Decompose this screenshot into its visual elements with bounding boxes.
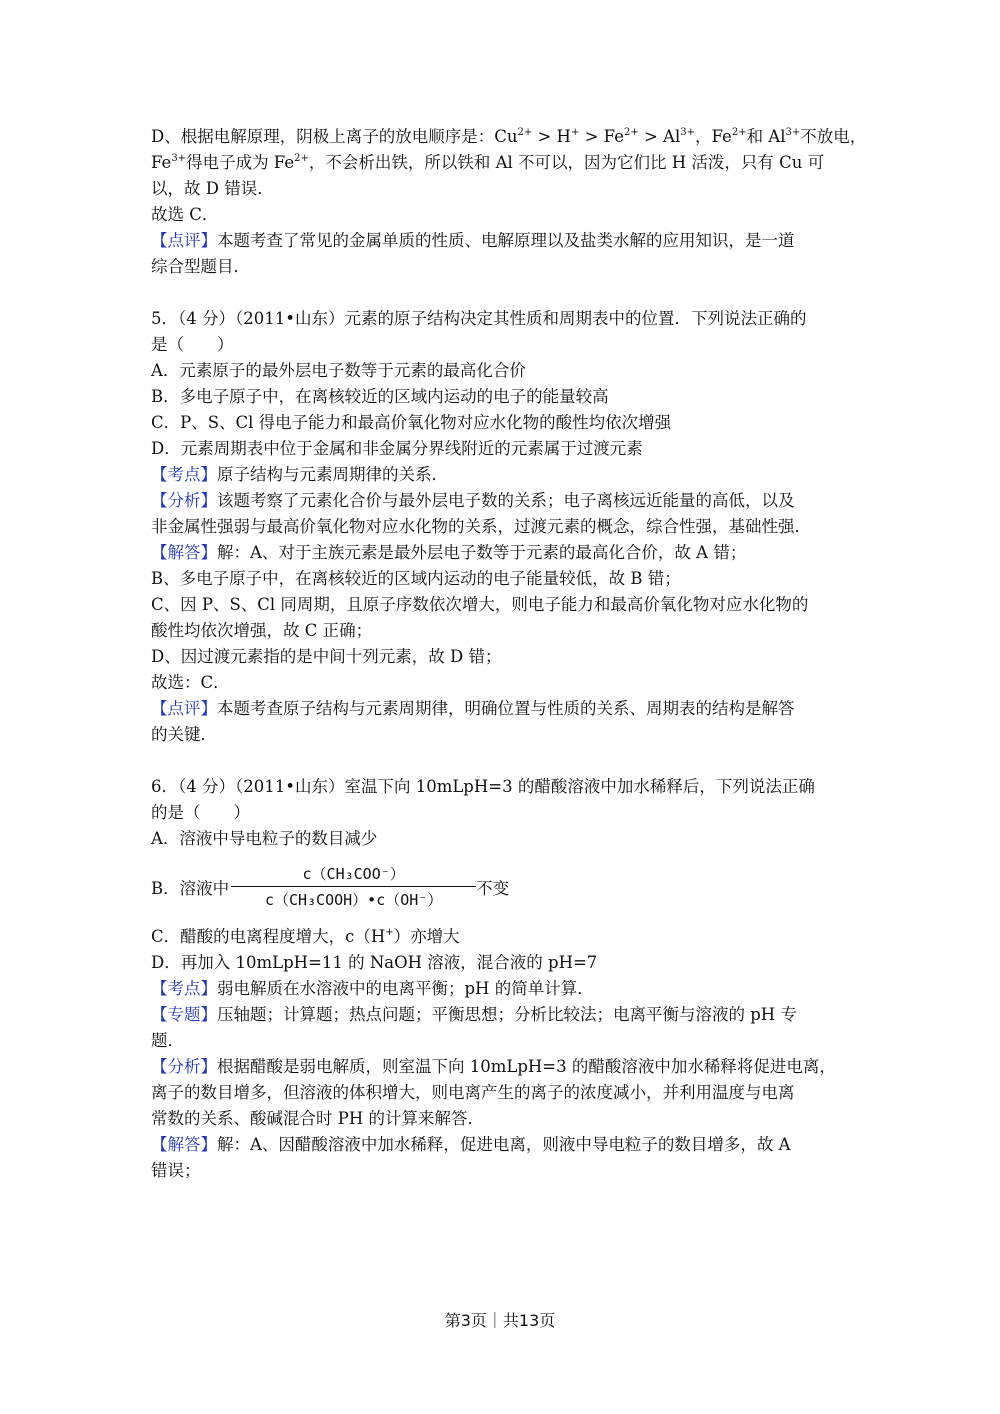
text: 压轴题；计算题；热点问题；平衡思想；分析比较法；电离平衡与溶液的 pH 专 bbox=[217, 1005, 797, 1024]
jieda-tag: 【解答】 bbox=[151, 543, 217, 562]
prev-option-d-explanation-line1 bbox=[151, 124, 867, 150]
review-tag: 【点评】 bbox=[151, 231, 217, 250]
q5-jieda-line3: C、因 P、S、Cl 同周期，且原子序数依次增大，则电子能力和最高价氧化物对应水化物的 bbox=[151, 595, 809, 614]
kaodian-tag: 【考点】 bbox=[151, 465, 217, 484]
superscript: 2+ bbox=[294, 153, 309, 164]
option-b-suffix: 不变 bbox=[476, 879, 510, 898]
prev-answer: 故选 C． bbox=[151, 205, 219, 224]
prev-review-line2: 综合型题目． bbox=[151, 257, 250, 276]
text: 原子结构与元素周期律的关系． bbox=[217, 465, 448, 484]
q5-jieda-line1 bbox=[151, 540, 851, 566]
q6-zhuanti-line1 bbox=[151, 1002, 851, 1028]
superscript: 2+ bbox=[623, 127, 639, 138]
superscript: + bbox=[385, 927, 394, 938]
superscript: 2+ bbox=[731, 127, 747, 138]
q6-option-a: A．溶液中导电粒子的数目减少 bbox=[151, 829, 378, 848]
q6-kaodian bbox=[151, 976, 851, 1002]
superscript: + bbox=[570, 127, 580, 138]
prev-option-d-explanation-line3: 以，故 D 错误． bbox=[151, 179, 274, 198]
text: ）亦增大 bbox=[393, 927, 460, 946]
q5-kaodian bbox=[151, 462, 851, 488]
q6-option-c bbox=[151, 924, 851, 950]
fraction-numerator: c（CH₃COO⁻） bbox=[302, 864, 405, 883]
review-tag: 【点评】 bbox=[151, 699, 217, 718]
spacer bbox=[151, 280, 851, 306]
page-footer: 第3页｜共13页 bbox=[444, 1311, 556, 1330]
q5-option-a: A．元素原子的最外层电子数等于元素的最高化合价 bbox=[151, 361, 526, 380]
text: 和 Al bbox=[746, 127, 786, 146]
q6-option-d: D．再加入 10mLpH=11 的 NaOH 溶液，混合液的 pH=7 bbox=[151, 953, 598, 972]
q5-jieda-line4: 酸性均依次增强，故 C 正确； bbox=[151, 621, 373, 640]
fenxi-tag: 【分析】 bbox=[151, 1057, 217, 1076]
text: Fe bbox=[151, 153, 172, 172]
jieda-tag: 【解答】 bbox=[151, 1135, 217, 1154]
q5-jieda-line5: D、因过渡元素指的是中间十列元素，故 D 错； bbox=[151, 647, 502, 666]
q5-option-c: C．P、S、Cl 得电子能力和最高价氧化物对应水化物的酸性均依次增强 bbox=[151, 413, 672, 432]
q6-fenxi-line3: 常数的关系、酸碱混合时 PH 的计算来解答． bbox=[151, 1109, 484, 1128]
text: 本题考查了常见的金属单质的性质、电解原理以及盐类水解的应用知识，是一道 bbox=[217, 231, 795, 250]
fenxi-tag: 【分析】 bbox=[151, 491, 217, 510]
fraction bbox=[231, 862, 476, 913]
text: > H bbox=[532, 127, 571, 146]
text: 得电子成为 Fe bbox=[186, 153, 295, 172]
prev-option-d-explanation-line2 bbox=[151, 150, 851, 176]
q5-review-line1 bbox=[151, 696, 851, 722]
text: 解：A、对于主族元素是最外层电子数等于元素的最高化合价，故 A 错； bbox=[217, 543, 747, 562]
spacer bbox=[151, 748, 851, 774]
text: C．醋酸的电离程度增大，c（H bbox=[151, 927, 386, 946]
text: 弱电解质在水溶液中的电离平衡；pH 的简单计算． bbox=[217, 979, 594, 998]
q6-stem-line2: 的是（ ） bbox=[151, 803, 250, 822]
q5-stem-line1: 5．（4 分）（2011•山东）元素的原子结构决定其性质和周期表中的位置．下列说法正确的 bbox=[151, 309, 807, 328]
q5-review-line2: 的关键． bbox=[151, 725, 217, 744]
q6-jieda-line2: 错误； bbox=[151, 1161, 201, 1180]
q6-fenxi-line1 bbox=[151, 1054, 851, 1080]
q5-fenxi-line2: 非金属性强弱与最高价氧化物对应水化物的关系，过渡元素的概念，综合性强，基础性强． bbox=[151, 517, 811, 536]
text: ，不会析出铁，所以铁和 Al 不可以，因为它们比 H 活泼，只有 Cu 可 bbox=[308, 153, 825, 172]
text: 该题考察了元素化合价与最外层电子数的关系；电子离核远近能量的高低，以及 bbox=[217, 491, 795, 510]
q5-stem-line2: 是（ ） bbox=[151, 335, 234, 354]
text: 不放电， bbox=[800, 127, 867, 146]
superscript: 3+ bbox=[171, 153, 187, 164]
text: 本题考查原子结构与元素周期律，明确位置与性质的关系、周期表的结构是解答 bbox=[217, 699, 795, 718]
q6-stem-line1: 6．（4 分）（2011•山东）室温下向 10mLpH=3 的醋酸溶液中加水稀释后，下列说法正确 bbox=[151, 777, 815, 796]
zhuanti-tag: 【专题】 bbox=[151, 1005, 217, 1024]
q6-option-b bbox=[151, 854, 851, 920]
fraction-denominator: c（CH₃COOH）•c（OH⁻） bbox=[264, 890, 443, 909]
q5-option-b: B．多电子原子中，在离核较近的区域内运动的电子的能量较高 bbox=[151, 387, 609, 406]
page-content bbox=[151, 124, 867, 1184]
q6-zhuanti-line2: 题． bbox=[151, 1031, 184, 1050]
q6-jieda-line1 bbox=[151, 1132, 851, 1158]
text: ，Fe bbox=[695, 127, 732, 146]
q5-option-d: D．元素周期表中位于金属和非金属分界线附近的元素属于过渡元素 bbox=[151, 439, 643, 458]
text: 根据醋酸是弱电解质，则室温下向 10mLpH=3 的醋酸溶液中加水稀释将促进电离， bbox=[217, 1057, 836, 1076]
option-b-prefix: B．溶液中 bbox=[151, 879, 230, 898]
q5-answer: 故选：C． bbox=[151, 673, 230, 692]
q5-fenxi-line1 bbox=[151, 488, 851, 514]
prev-review-line1 bbox=[151, 228, 851, 254]
text: > Al bbox=[638, 127, 681, 146]
q5-jieda-line2: B、多电子原子中，在离核较近的区域内运动的电子能量较低，故 B 错； bbox=[151, 569, 681, 588]
text: 解：A、因醋酸溶液中加水稀释，促进电离，则液中导电粒子的数目增多，故 A bbox=[217, 1135, 791, 1154]
q6-fenxi-line2: 离子的数目增多，但溶液的体积增大，则电离产生的离子的浓度减小，并利用温度与电离 bbox=[151, 1083, 795, 1102]
text: > Fe bbox=[579, 127, 624, 146]
text: D、根据电解原理，阴极上离子的放电顺序是：Cu bbox=[151, 127, 518, 146]
superscript: 3+ bbox=[785, 127, 801, 138]
kaodian-tag: 【考点】 bbox=[151, 979, 217, 998]
superscript: 3+ bbox=[680, 127, 695, 138]
superscript: 2+ bbox=[517, 127, 533, 138]
